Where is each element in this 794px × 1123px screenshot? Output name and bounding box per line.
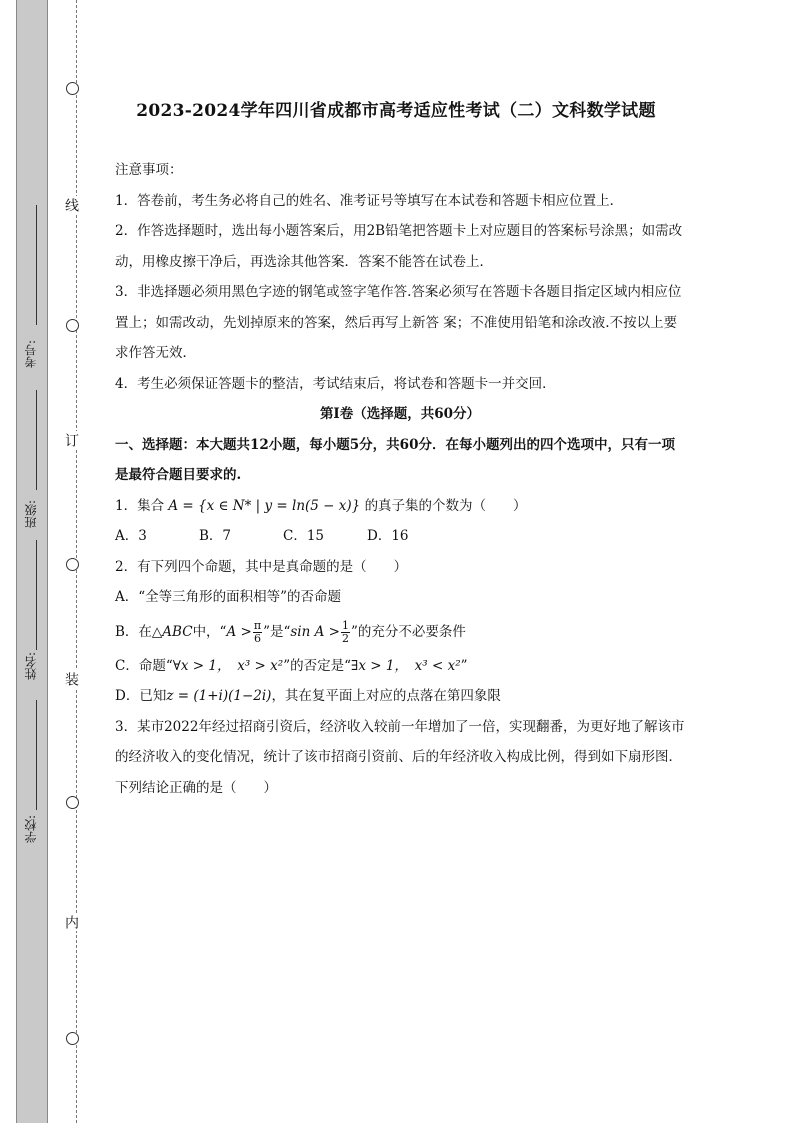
class-label: 班级: (24, 500, 38, 529)
school-label: 学校: (24, 815, 38, 844)
q1-prefix: 1．集合 (115, 497, 165, 514)
question-2-stem: 2．有下列四个命题，其中是真命题的是（ ） (115, 558, 408, 575)
exam-number-label: 考号: (24, 340, 38, 369)
side-word-inside: 内 (63, 915, 79, 929)
q2-d-text: ，其在复平面上对应的点落在第四象限 (271, 688, 501, 704)
binding-hole (66, 558, 79, 571)
binding-hole (66, 1032, 79, 1045)
side-word-line: 线 (63, 198, 79, 212)
q2-option-b (115, 613, 685, 651)
question-3-stem: 3．某市2022年经过招商引资后，经济收入较前一年增加了一倍，实现翻番，为更好地了解该市的经济收入的变化情况，统计了该市招商引资前、后的年经济收入构成比例，得到如下扇形图．下列结论正确的是（ ） (115, 718, 685, 796)
notice-item: 3．非选择题必须用黑色字迹的钢笔或签字笔作答.答案必须写在答题卡各题目指定区域内相应位置上；如需改动，先划掉原来的答案，然后再写上新答 案；不准使用铅笔和涂改液.不按以上要求作答无效． (115, 284, 682, 361)
q1-option-d: D．16 (367, 528, 409, 544)
class-line (36, 390, 37, 490)
q2-b-fraction (253, 620, 262, 645)
q2-c-text: ”的否定是“ (283, 657, 351, 674)
q2-b-condition: sin A > (290, 623, 340, 640)
q2-b-fraction (341, 620, 350, 645)
q2-b-text: ”是“ (263, 623, 291, 640)
fraction-denominator: 6 (253, 631, 261, 645)
q1-option-a: A．3 (115, 528, 147, 544)
school-line (36, 700, 37, 810)
name-label: 姓名: (24, 652, 38, 681)
q1-suffix: 的真子集的个数为（ ） (364, 497, 527, 514)
q2-b-text: 中，“ (192, 623, 227, 640)
exam-number-line (36, 205, 37, 325)
q2-option-c (115, 651, 685, 682)
q2-b-text: B．在 (115, 623, 152, 640)
q2-option-d (115, 681, 685, 712)
q2-d-expression: z = (1+i)(1−2i) (166, 688, 272, 704)
notice-item: 1．答卷前，考生务必将自己的姓名、准考证号等填写在本试卷和答题卡相应位置上． (115, 192, 624, 209)
notice-heading: 注意事项： (115, 162, 183, 178)
q1-option-c: C．15 (283, 528, 325, 544)
binding-hole (66, 319, 79, 332)
binding-hole (66, 82, 79, 95)
q2-option-a: A．“全等三角形的面积相等”的否命题 (115, 589, 342, 605)
q1-set-expression: A = {x ∈ N* | y = ln(5 − x)} (168, 497, 361, 514)
notice-item: 2．作答选择题时，选出每小题答案后，用2B铅笔把答题卡上对应题目的答案标号涂黑；如需改动，用橡皮擦干净后，再选涂其他答案．答案不能答在试卷上． (115, 223, 683, 270)
q2-c-expression: ∃x > 1， x³ < x² (351, 657, 461, 674)
question-1 (115, 491, 685, 522)
side-word-order: 订 (63, 433, 79, 447)
q2-c-expression: ∀x > 1， x³ > x² (172, 657, 284, 674)
binding-hole (66, 796, 79, 809)
q1-option-b: B．7 (199, 528, 232, 544)
exam-content (115, 155, 685, 803)
notice-item: 4．考生必须保证答题卡的整洁，考试结束后，将试卷和答题卡一并交回． (115, 375, 556, 392)
q2-c-text: ” (460, 657, 468, 674)
q2-b-text: ”的充分不必要条件 (350, 623, 466, 640)
page-title: 2023-2024学年四川省成都市高考适应性考试（二）文科数学试题 (136, 101, 656, 121)
q2-c-text: C．命题“ (115, 657, 173, 674)
fraction-numerator: π (253, 618, 262, 632)
q1-options (115, 521, 685, 552)
q2-b-triangle: △ABC (151, 623, 193, 640)
name-line (36, 540, 37, 650)
fraction-denominator: 2 (341, 631, 349, 645)
side-word-bind: 装 (63, 672, 79, 686)
binding-gutter (16, 0, 48, 1123)
section-heading: 第I卷（选择题，共60分） (319, 406, 481, 422)
q2-d-text: D．已知 (115, 688, 167, 704)
section-instruction: 一、选择题：本大题共12小题，每小题5分，共60分．在每小题列出的四个选项中，只有一项是最符合题目要求的. (115, 436, 675, 483)
fraction-numerator: 1 (341, 618, 349, 632)
q2-b-condition: A > (226, 623, 252, 640)
